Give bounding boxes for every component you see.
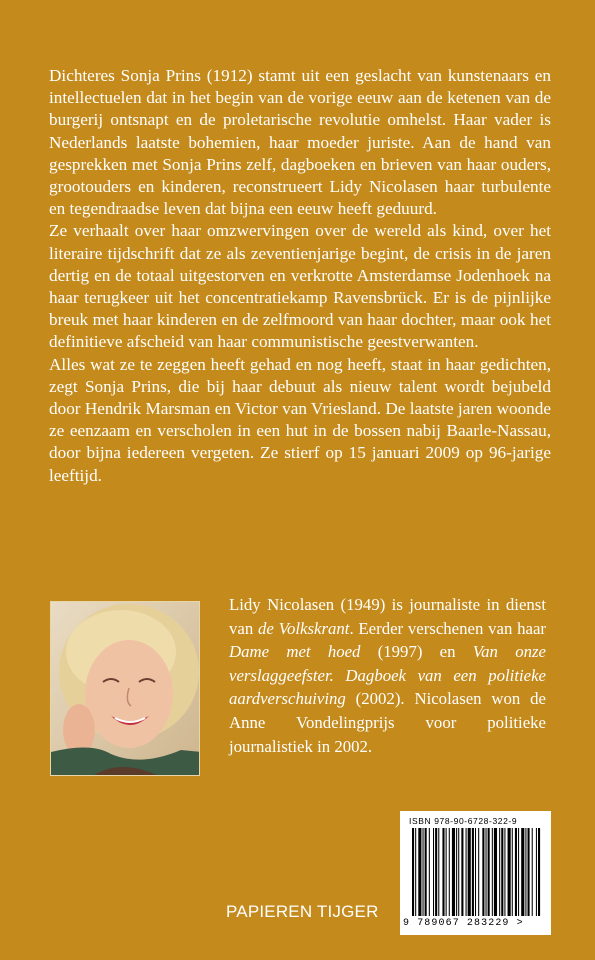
- bio-text-3: (1997) en: [360, 642, 473, 662]
- barcode-bar: [538, 828, 540, 916]
- barcode-bar: [442, 828, 444, 916]
- barcode-bar: [518, 828, 519, 916]
- publisher-logo: PAPIEREN TIJGER: [226, 902, 379, 921]
- barcode-bar: [486, 828, 487, 916]
- barcode-bar: [429, 828, 430, 916]
- bio-newspaper: de Volkskrant: [258, 618, 350, 638]
- barcode-bar: [425, 828, 427, 916]
- barcode-bar: [418, 828, 421, 916]
- barcode-bar: [499, 828, 500, 916]
- barcode-bar: [528, 828, 530, 916]
- bio-text-2: . Eerder verschenen van haar: [349, 618, 546, 638]
- barcode-bar: [466, 828, 467, 916]
- barcode-bar: [525, 828, 526, 916]
- barcode-bar: [433, 828, 434, 916]
- barcode-bar: [423, 828, 424, 916]
- barcode-bar: [468, 828, 471, 916]
- barcode-bar: [472, 828, 474, 916]
- barcode-bar: [475, 828, 476, 916]
- barcode-bar: [446, 828, 447, 916]
- isbn-barcode: [400, 811, 551, 935]
- barcode-bar: [415, 828, 416, 916]
- barcode-bar: [449, 828, 450, 916]
- barcode-bar: [461, 828, 463, 916]
- blurb-paragraph-2: Ze verhaalt over haar omzwervingen over de wereld als kind, over het literaire tijdschrift dat ze als zeventienjarige begint, de crisis in de jaren dertig en de totaal uitgestorven en verkrotte Amsterdamse Jodenhoek na haar terugkeer uit het concentratiekamp Ravensbrück. Er is de pijnlijke breuk met haar kinderen en de zelfmoord van haar dochter, maar ook het definitieve afscheid van haar communistische geestverwanten.: [49, 221, 551, 352]
- barcode-bar: [412, 828, 414, 916]
- barcode-bar: [482, 828, 484, 916]
- barcode-bar: [456, 828, 457, 916]
- barcode-bar: [508, 828, 511, 916]
- barcode-bar: [458, 828, 459, 916]
- barcode-bar: [494, 828, 497, 916]
- barcode-bars: [400, 811, 551, 935]
- barcode-bar: [438, 828, 439, 916]
- blurb-paragraph-3: Alles wat ze te zeggen heeft gehad en nog heeft, staat in haar gedichten, zegt Sonja Prins, die bij haar debuut als nieuw talent wordt bejubeld door Hendrik Marsman en Victor van Vriesland. De laatste jaren woonde ze eenzaam en verscholen in een hut in de bossen nabij Baarle-Nassau, door bijna iedereen vergeten. Ze stierf op 15 januari 2009 op 96-jarige leeftijd.: [49, 354, 551, 485]
- bio-text-1: Lidy Nicolasen (1949) is journaliste in dienst van: [229, 595, 546, 638]
- barcode-bar: [492, 828, 493, 916]
- barcode-bar: [488, 828, 490, 916]
- isbn-number: ISBN 978-90-6728-322-9: [409, 816, 518, 826]
- barcode-bar: [452, 828, 455, 916]
- blurb: [49, 65, 551, 487]
- bio-book-title-1: Dame met hoed: [229, 642, 361, 662]
- barcode-bar: [435, 828, 437, 916]
- author-bio: [229, 593, 546, 758]
- bio-text-4: (2002). Nicolasen won de Anne Vondelingprijs voor politieke journalistiek in 2002.: [229, 689, 546, 756]
- bio-book-title-2: Van onze verslaggeefster. Dagboek van een politieke aardverschuiving: [229, 642, 546, 709]
- author-photo: [50, 601, 200, 776]
- barcode-bar: [512, 828, 513, 916]
- barcode-bar: [521, 828, 524, 916]
- barcode-digits: 9 789067 283229 >: [403, 918, 524, 929]
- author-portrait-illustration: [51, 602, 200, 776]
- blurb-paragraph-1: Dichteres Sonja Prins (1912) stamt uit een geslacht van kunstenaars en intellectuelen dat in het begin van de vorige eeuw aan de ketenen van de burgerij ontsnapt en de proletarische revolutie omhelst. Haar vader is Nederlands laatste bohemien, haar moeder juriste. Aan de hand van gesprekken met Sonja Prins zelf, dagboeken en brieven van haar ouders, grootouders en kinderen, reconstrueert Lidy Nicolasen haar turbulente en tegendraadse leven dat bijna een eeuw heeft geduurd.: [49, 66, 551, 219]
- barcode-bar: [504, 828, 505, 916]
- barcode-bar: [536, 828, 537, 916]
- barcode-bar: [532, 828, 533, 916]
- barcode-bar: [515, 828, 517, 916]
- barcode-bar: [501, 828, 503, 916]
- barcode-bar: [478, 828, 479, 916]
